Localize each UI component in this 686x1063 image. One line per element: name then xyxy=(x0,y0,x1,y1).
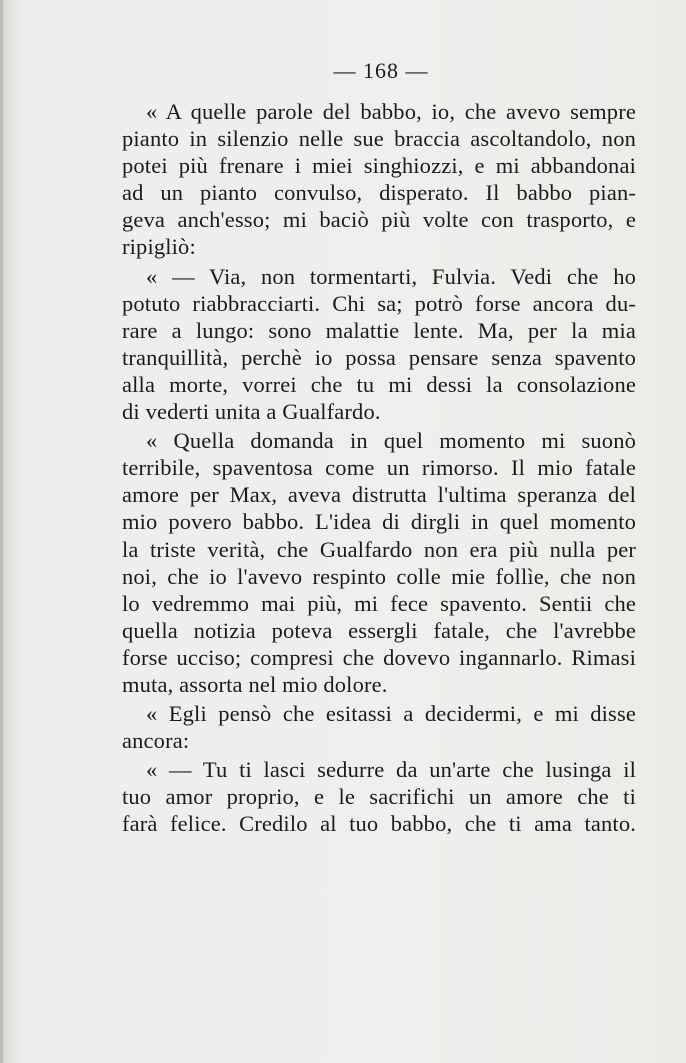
text-line: ad un pianto convulso, disperato. Il babbo pian- xyxy=(122,180,636,206)
text-line: la triste verità, che Gualfardo non era più nulla per xyxy=(122,536,636,562)
text-line: ancora: xyxy=(122,728,190,754)
paragraph xyxy=(122,427,636,698)
text-line: quella notizia poteva essergli fatale, che l'avrebbe xyxy=(122,617,636,643)
paragraph xyxy=(122,700,636,754)
text-line: tranquillità, perchè io possa pensare senza spavento xyxy=(122,344,636,370)
text-line: terribile, spaventosa come un rimorso. Il mio fatale xyxy=(122,455,636,481)
text-line: « Egli pensò che esitassi a decidermi, e mi disse xyxy=(146,701,636,727)
text-line: « A quelle parole del babbo, io, che avevo sempre xyxy=(146,99,636,124)
text-line: potuto riabbracciarti. Chi sa; potrò forse ancora du- xyxy=(122,290,636,316)
text-line: lo vedremmo mai più, mi fece spavento. Sentii che xyxy=(122,590,636,616)
text-line: rare a lungo: sono malattie lente. Ma, per la mia xyxy=(122,317,636,343)
text-line: farà felice. Credilo al tuo babbo, che ti ama tanto. xyxy=(122,811,636,837)
text-line: forse ucciso; compresi che dovevo ingannarlo. Rimasi xyxy=(122,644,636,670)
paragraph xyxy=(122,756,636,837)
text-line: amore per Max, aveva distrutta l'ultima speranza del xyxy=(122,482,636,508)
text-line: pianto in silenzio nelle sue braccia ascoltandolo, non xyxy=(122,126,636,152)
text-line: alla morte, vorrei che tu mi dessi la consolazione xyxy=(122,371,636,397)
text-line: « Quella domanda in quel momento mi suonò xyxy=(146,428,636,454)
text-line: noi, che io l'avevo respinto colle mie follìe, che non xyxy=(122,563,636,589)
text-line: geva anch'esso; mi baciò più volte con trasporto, e xyxy=(122,207,636,233)
paragraph xyxy=(122,98,636,261)
page-spine-edge xyxy=(0,0,3,1063)
page-number: — 168 — xyxy=(333,58,429,83)
body-text xyxy=(122,98,636,838)
text-line: di vederti unita a Gualfardo. xyxy=(122,399,381,425)
paragraph xyxy=(122,263,636,426)
text-line: tuo amor proprio, e le sacrifichi un amore che ti xyxy=(122,784,636,810)
text-line: muta, assorta nel mio dolore. xyxy=(122,671,388,697)
text-line: « — Via, non tormentarti, Fulvia. Vedi che ho xyxy=(146,263,636,289)
text-line: mio povero babbo. L'idea di dirgli in quel momento xyxy=(122,509,636,535)
text-line: ripigliò: xyxy=(122,234,196,260)
text-line: « — Tu ti lasci sedurre da un'arte che lusinga il xyxy=(146,757,636,783)
text-line: potei più frenare i miei singhiozzi, e mi abbandonai xyxy=(122,153,636,179)
